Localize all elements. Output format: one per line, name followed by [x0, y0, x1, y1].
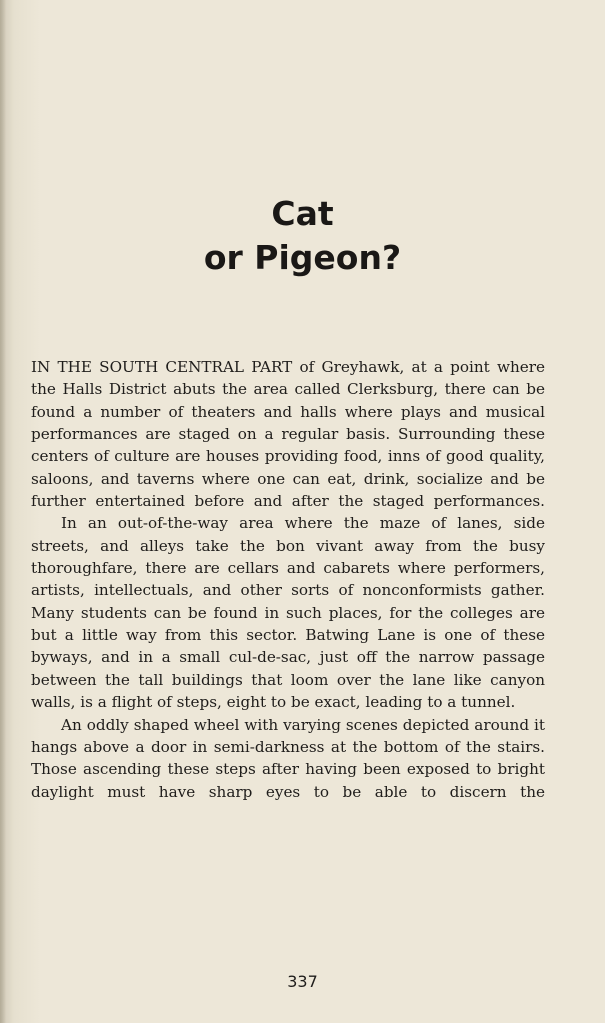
spine-shadow: [0, 0, 6, 1023]
paragraph-2: In an out-of-the-way area where the maze of lanes, side streets, and alleys take the bon vivant away from the busy thoroughfare, there are cellars and cabarets where performers, artists, intellectuals, and other sorts of nonconformists gather. Many students can be found in such places, for the colleges are but a little way from this sector. Batwing Lane is one of these byways, and in a small cul-de-sac, just off the narrow passage between the tall buildings that loom over the lane like canyon walls, is a flight of steps, eight to be exact, leading to a tunnel.: [31, 514, 545, 712]
chapter-title-line-1: Cat: [271, 194, 334, 233]
body-text: [31, 356, 545, 803]
paragraph-3: An oddly shaped wheel with varying scenes depicted around it hangs above a door in semi-darkness at the bottom of the stairs. Those ascending these steps after having been exposed to bright daylight must have sharp eyes to be able to discern the: [31, 715, 545, 801]
chapter-title-line-2: or Pigeon?: [203, 238, 402, 277]
paragraph-1: IN THE SOUTH CENTRAL PART of Greyhawk, at a point where the Halls District abuts the area called Clerksburg, there can be found a number of theaters and halls where plays and musical performances are staged on a regular basis. Surrounding these centers of culture are houses providing food, inns of good quality, saloons, and taverns where one can eat, drink, socialize and be further entertained before and after the staged performances.: [31, 358, 545, 511]
page-number: 337: [287, 972, 318, 991]
chapter-title: [0, 192, 605, 280]
